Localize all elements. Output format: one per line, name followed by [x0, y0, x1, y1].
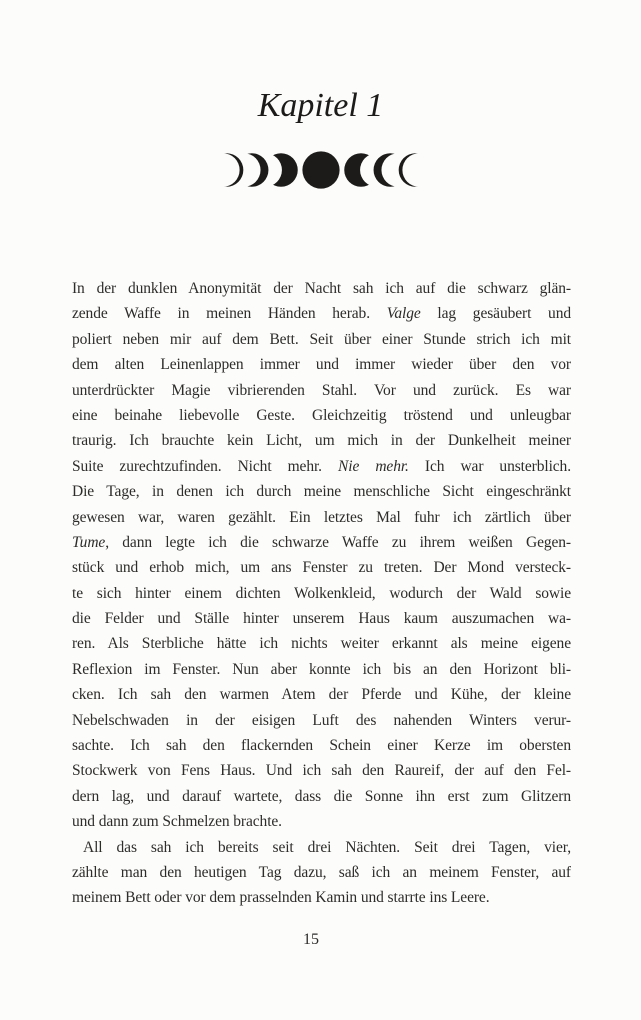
text-line: meinem Bett oder vor dem prasselnden Kamin und starrte ins Leere. — [72, 889, 490, 907]
text-line: cken. Ich sah den warmen Atem der Pferde und Kühe, der kleine — [72, 686, 571, 704]
text-line: die Felder und Ställe hinter unserem Haus kaum auszumachen wa- — [72, 610, 571, 628]
text-line: traurig. Ich brauchte kein Licht, um mich in der Dunkelheit meiner — [72, 432, 571, 450]
page-number: 15 — [303, 931, 319, 948]
text-line: All das sah ich bereits seit drei Nächten. Seit drei Tagen, vier, — [83, 838, 571, 856]
body-text — [72, 276, 571, 911]
chapter-title: Kapitel 1 — [257, 87, 384, 124]
text-line: Stockwerk von Fens Haus. Und ich sah den Raureif, der auf den Fel- — [72, 762, 571, 780]
text-line: Reflexion im Fenster. Nun aber konnte ich bis an den Horizont bli- — [72, 660, 571, 678]
text-line: te sich hinter einem dichten Wolkenkleid, wodurch der Wald sowie — [72, 584, 571, 602]
text-line: und dann zum Schmelzen brachte. — [72, 813, 282, 831]
text-line: Tume, dann legte ich die schwarze Waffe zu ihrem weißen Gegen- — [72, 533, 571, 551]
text-line: dern lag, und darauf wartete, dass die Sonne ihn erst zum Glitzern — [72, 787, 571, 805]
text-line: unterdrückter Magie vibrierenden Stahl. Vor und zurück. Es war — [72, 381, 571, 399]
moon-full — [302, 151, 339, 188]
text-line: dem alten Leinenlappen immer und immer wieder über den vor — [72, 356, 571, 374]
text-line: eine beinahe liebevolle Geste. Gleichzeitig tröstend und unleugbar — [72, 406, 571, 424]
text-line: sachte. Ich sah den flackernden Schein einer Kerze im obersten — [72, 737, 571, 755]
text-line: gewesen war, waren gezählt. Ein letztes Mal fuhr ich zärtlich über — [72, 508, 571, 526]
text-line: zende Waffe in meinen Händen herab. Valge lag gesäubert und — [72, 305, 571, 323]
text-line: stück und erhob mich, um ans Fenster zu treten. Der Mond versteck- — [72, 559, 571, 577]
text-line: In der dunklen Anonymität der Nacht sah ich auf die schwarz glän- — [72, 280, 571, 297]
text-line: Nebelschwaden in der eisigen Luft des nahenden Winters verur- — [72, 711, 571, 729]
moon-waxing-crescent — [234, 153, 267, 186]
text-line: Die Tage, in denen ich durch meine menschliche Sicht eingeschränkt — [72, 483, 571, 501]
moon-waxing-gibbous — [264, 153, 297, 186]
text-line: Suite zurechtzufinden. Nicht mehr. Nie mehr. Ich war unsterblich. — [72, 457, 571, 475]
text-line: zählte man den heutigen Tag dazu, saß ich an meinem Fenster, auf — [72, 863, 571, 881]
moon-phases-icon — [221, 150, 421, 190]
text-line: ren. Als Sterbliche hätte ich nichts weiter erkannt als meine eigene — [72, 635, 571, 653]
moon-waning-gibbous — [344, 153, 377, 186]
text-line: poliert neben mir auf dem Bett. Seit über einer Stunde strich ich mit — [72, 330, 571, 348]
